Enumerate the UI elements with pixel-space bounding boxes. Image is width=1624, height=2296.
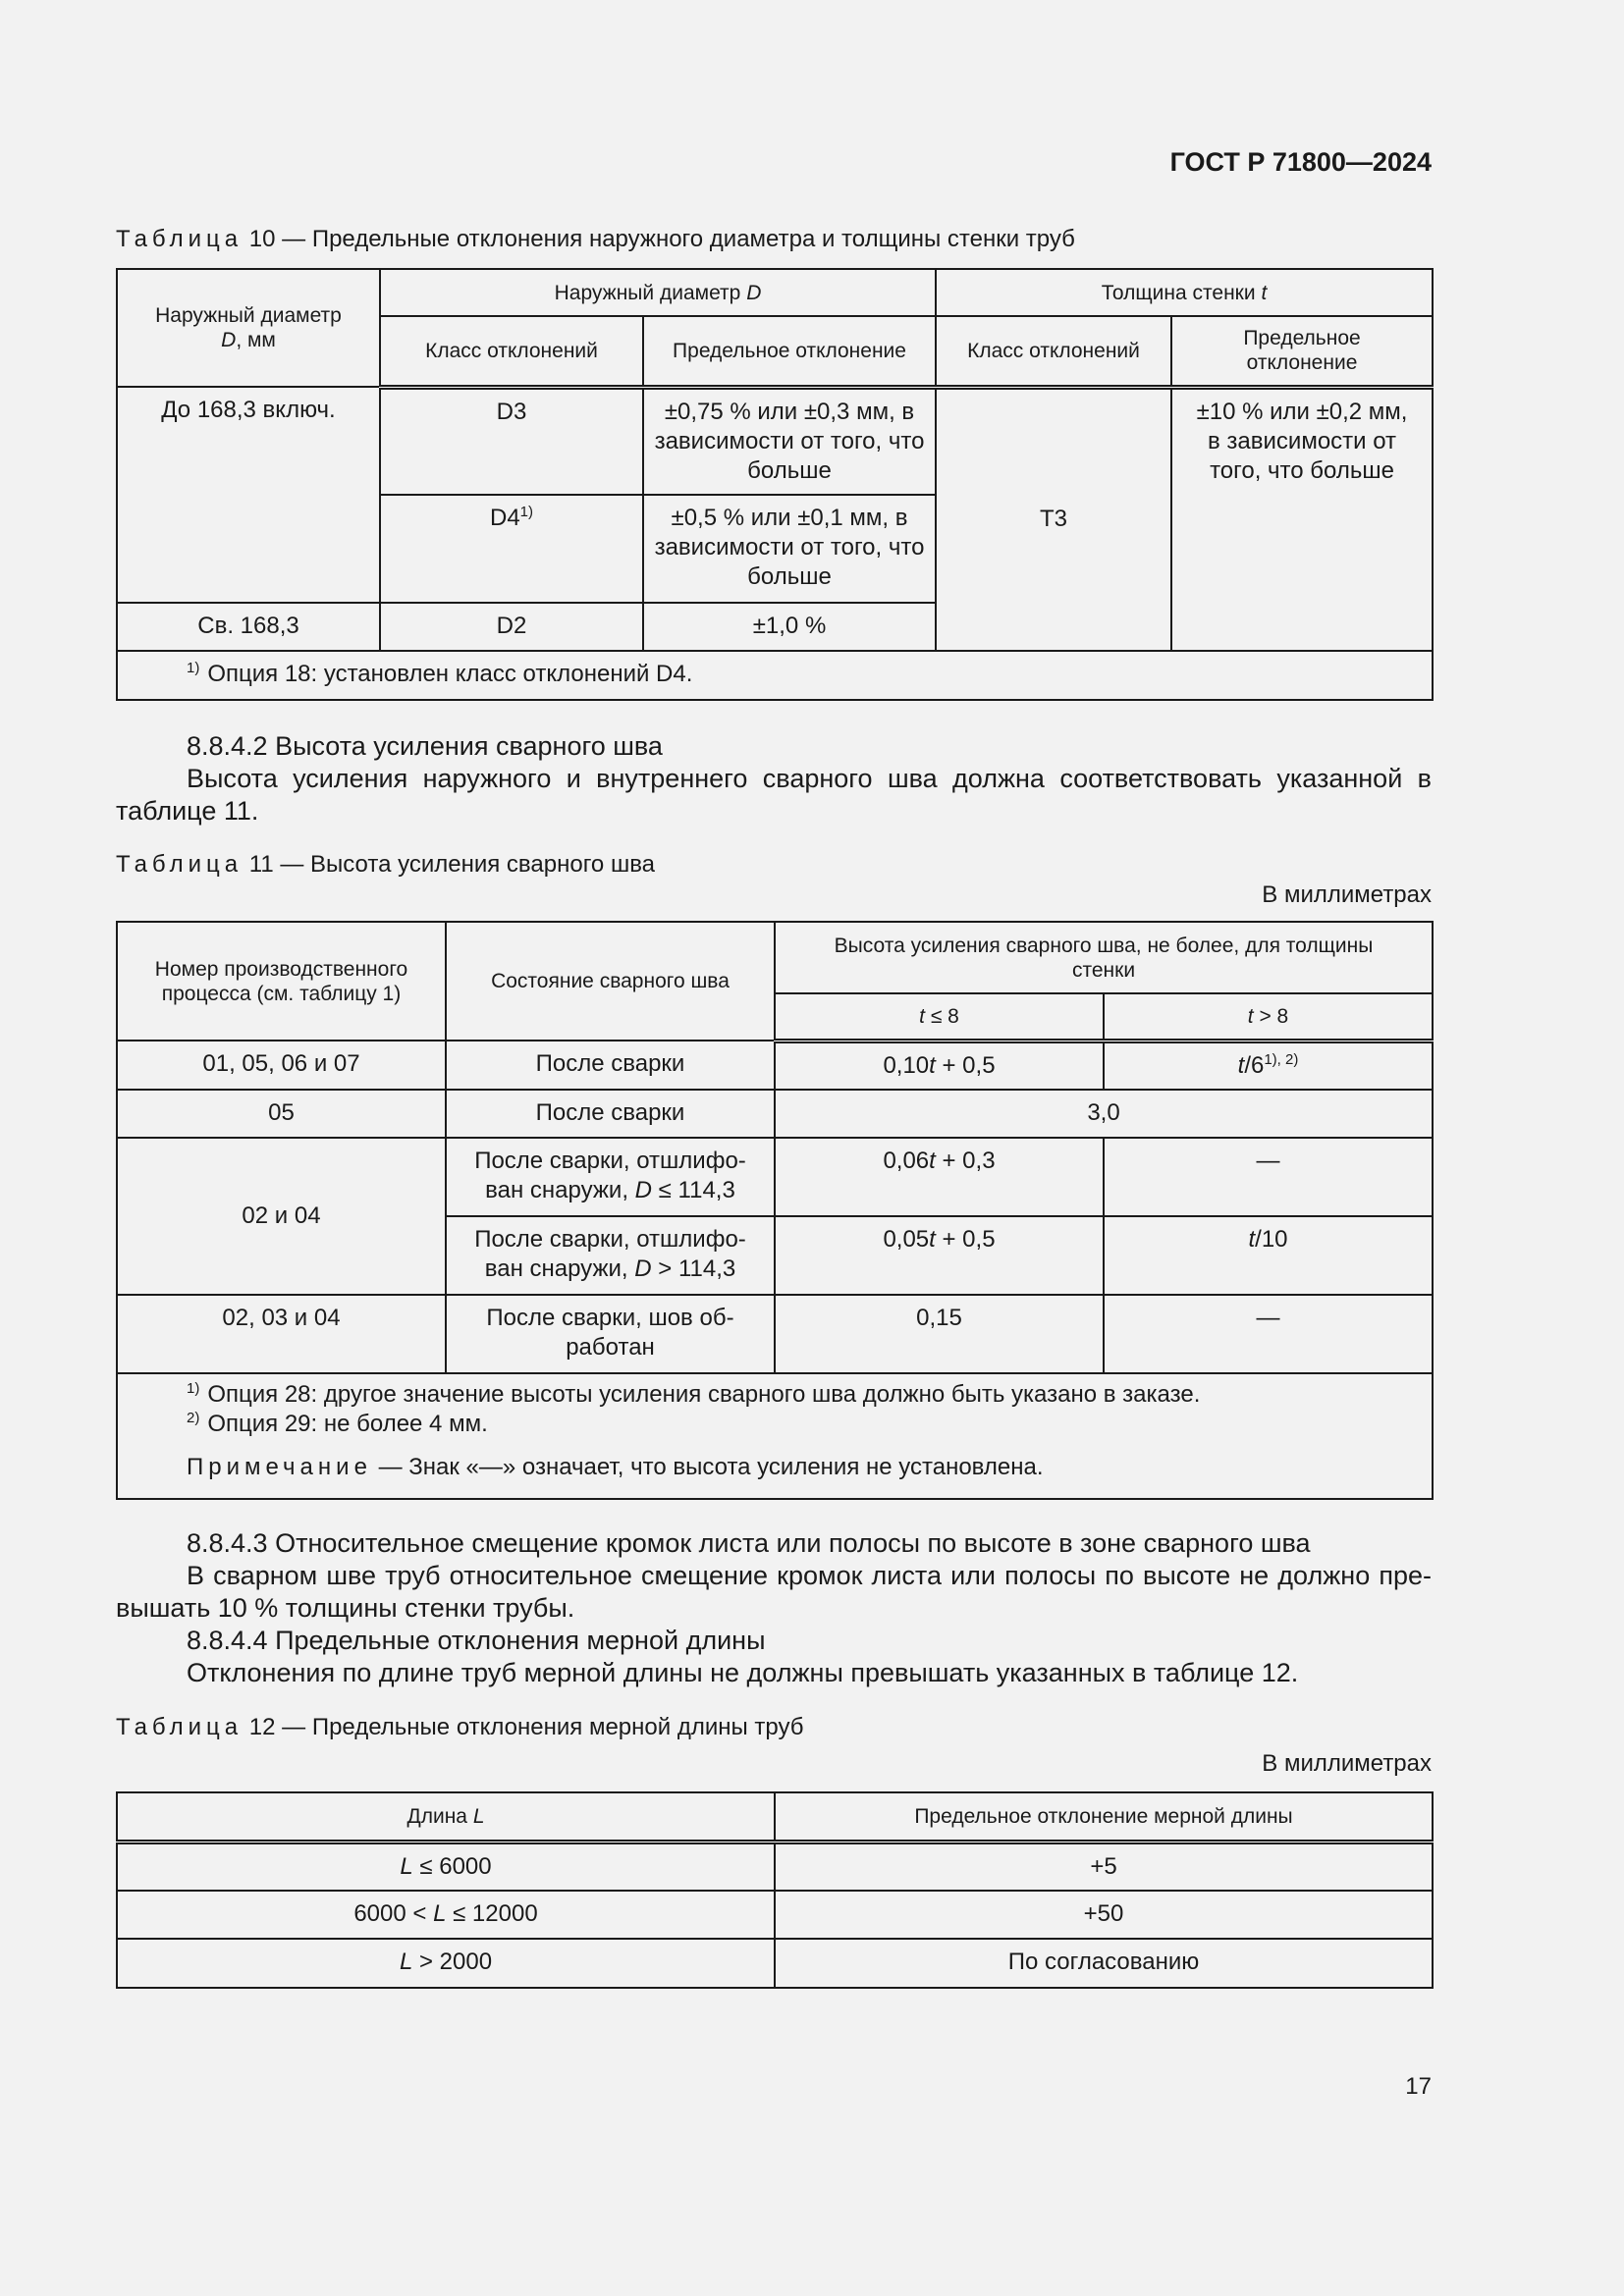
section-8843-text: В сварном шве труб относительное смещение кромок листа или полосы по высоте не должно пре-вышать 10 % толщины стенки трубы. bbox=[116, 1561, 1432, 1623]
table-10 bbox=[116, 268, 1434, 701]
document-header: ГОСТ Р 71800—2024 bbox=[1169, 147, 1432, 177]
table11-note: Примечание — Знак «—» означает, что высота усиления не установлена. bbox=[187, 1453, 1044, 1480]
table12-header-length: Длина L bbox=[117, 1792, 775, 1842]
table10-cell-limit-d2: ±1,0 % bbox=[643, 603, 936, 651]
table11-header-state: Состояние сварного шва bbox=[446, 922, 775, 1041]
section-8843-title: 8.8.4.3 Относительное смещение кромок листа или полосы по высоте в зоне сварного шва bbox=[187, 1528, 1311, 1558]
table10-header-class-wall: Класс отклонений bbox=[936, 316, 1171, 387]
table10-header-group-diameter: Наружный диаметр D bbox=[380, 269, 936, 316]
table12-cell-length-r2: 6000 < L ≤ 12000 bbox=[117, 1891, 775, 1939]
table11-cell-a-r1: 0,10t + 0,5 bbox=[775, 1041, 1104, 1090]
table10-header-limit-wall: Предельное отклонение bbox=[1171, 316, 1433, 387]
table10-caption-text: 10 — Предельные отклонения наружного диаметра и толщины стенки труб bbox=[248, 226, 1075, 252]
table11-cell-process-r1: 01, 05, 06 и 07 bbox=[117, 1041, 446, 1090]
table12-caption bbox=[116, 1714, 1432, 1741]
table11-cell-state-r1: После сварки bbox=[446, 1041, 775, 1090]
table10-cell-class-d2: D2 bbox=[380, 603, 643, 651]
table11-cell-a-r3: 0,06t + 0,3 bbox=[775, 1138, 1104, 1216]
table10-cell-diameter-over-168: Св. 168,3 bbox=[117, 603, 380, 651]
table11-header-process: Номер производственного процесса (см. таблицу 1) bbox=[117, 922, 446, 1041]
table12-cell-value-r3: По согласованию bbox=[775, 1939, 1433, 1988]
table11-footnote-2: $^{2)}$ Опция 29: не более 4 мм. bbox=[187, 1409, 488, 1437]
table11-caption-text: 11 — Высота усиления сварного шва bbox=[248, 851, 656, 878]
section-8844-title: 8.8.4.4 Предельные отклонения мерной длины bbox=[187, 1626, 766, 1655]
table12-header-limit: Предельное отклонение мерной длины bbox=[775, 1792, 1433, 1842]
table12-cell-value-r1: +5 bbox=[775, 1842, 1433, 1891]
section-8844-text: Отклонения по длине труб мерной длины не должны превышать указанных в таблице 12. bbox=[187, 1658, 1299, 1687]
table-12 bbox=[116, 1791, 1434, 1989]
table12-cell-value-r2: +50 bbox=[775, 1891, 1433, 1939]
table10-footnote: $^{1)}$ Опция 18: установлен класс отклонений D4. bbox=[117, 651, 1433, 700]
table11-cell-b-r5: — bbox=[1104, 1295, 1433, 1373]
table10-header-limit-diameter: Предельное отклонение bbox=[643, 316, 936, 387]
table12-cell-length-r1: L ≤ 6000 bbox=[117, 1842, 775, 1891]
table11-header-t-gt-8: t > 8 bbox=[1104, 993, 1433, 1041]
table10-header-group-wall: Толщина стенки t bbox=[936, 269, 1433, 316]
table12-cell-length-r3: L > 2000 bbox=[117, 1939, 775, 1988]
table10-caption-label: Таблица bbox=[116, 226, 244, 252]
table-11 bbox=[116, 921, 1434, 1500]
table11-cell-process-r5: 02, 03 и 04 bbox=[117, 1295, 446, 1373]
table11-cell-state-r5: После сварки, шов об-работан bbox=[446, 1295, 775, 1373]
table10-cell-diameter-to-168: До 168,3 включ. bbox=[117, 387, 380, 603]
table11-cell-state-r4: После сварки, отшлифо-ван снаружи, D > 114,3 bbox=[446, 1216, 775, 1295]
table12-caption-label: Таблица bbox=[116, 1714, 244, 1740]
table11-caption bbox=[116, 851, 1432, 879]
table10-cell-wall-limit: ±10 % или ±0,2 мм, в зависимости от того, что больше bbox=[1171, 387, 1433, 651]
table10-cell-class-d3: D3 bbox=[380, 387, 643, 495]
page-number: 17 bbox=[1405, 2073, 1432, 2100]
table10-cell-limit-d3: ±0,75 % или ±0,3 мм, в зависимости от того, что больше bbox=[643, 387, 936, 495]
table12-units: В миллиметрах bbox=[1262, 1750, 1432, 1777]
table11-cell-state-r2: После сварки bbox=[446, 1090, 775, 1138]
section-8842-text: Высота усиления наружного и внутреннего сварного шва должна соответствовать указанной в таблице 11. bbox=[116, 764, 1432, 826]
table11-cell-process-r3: 02 и 04 bbox=[117, 1138, 446, 1295]
table11-header-t-le-8: t ≤ 8 bbox=[775, 993, 1104, 1041]
table11-header-height: Высота усиления сварного шва, не более, для толщины стенки bbox=[775, 922, 1433, 993]
table11-cell-b-r3: — bbox=[1104, 1138, 1433, 1216]
table11-units: В миллиметрах bbox=[1262, 881, 1432, 908]
table11-cell-value-r2: 3,0 bbox=[775, 1090, 1433, 1138]
table11-cell-state-r3: После сварки, отшлифо-ван снаружи, D ≤ 114,3 bbox=[446, 1138, 775, 1216]
section-8842-title: 8.8.4.2 Высота усиления сварного шва bbox=[187, 731, 663, 761]
table12-caption-text: 12 — Предельные отклонения мерной длины труб bbox=[248, 1714, 804, 1740]
table11-caption-label: Таблица bbox=[116, 851, 244, 878]
table11-cell-a-r5: 0,15 bbox=[775, 1295, 1104, 1373]
table11-cell-b-r1: $t/6^{1), 2)}$ bbox=[1104, 1041, 1433, 1090]
table11-cell-b-r4: t/10 bbox=[1104, 1216, 1433, 1295]
table10-caption bbox=[116, 226, 1432, 253]
table10-header-class-diameter: Класс отклонений bbox=[380, 316, 643, 387]
table11-footnote-1: $^{1)}$ Опция 28: другое значение высоты усиления сварного шва должно быть указано в заказе. bbox=[187, 1379, 1201, 1408]
table10-cell-class-d4: D4$^{1)}$ bbox=[380, 495, 643, 603]
table11-footnotes bbox=[117, 1373, 1433, 1499]
table11-cell-process-r2: 05 bbox=[117, 1090, 446, 1138]
table10-cell-limit-d4: ±0,5 % или ±0,1 мм, в зависимости от того, что больше bbox=[643, 495, 936, 603]
table11-cell-a-r4: 0,05t + 0,5 bbox=[775, 1216, 1104, 1295]
table10-header-outer-diameter: Наружный диаметр D, мм bbox=[117, 269, 380, 387]
table10-cell-wall-class: Т3 bbox=[936, 387, 1171, 651]
